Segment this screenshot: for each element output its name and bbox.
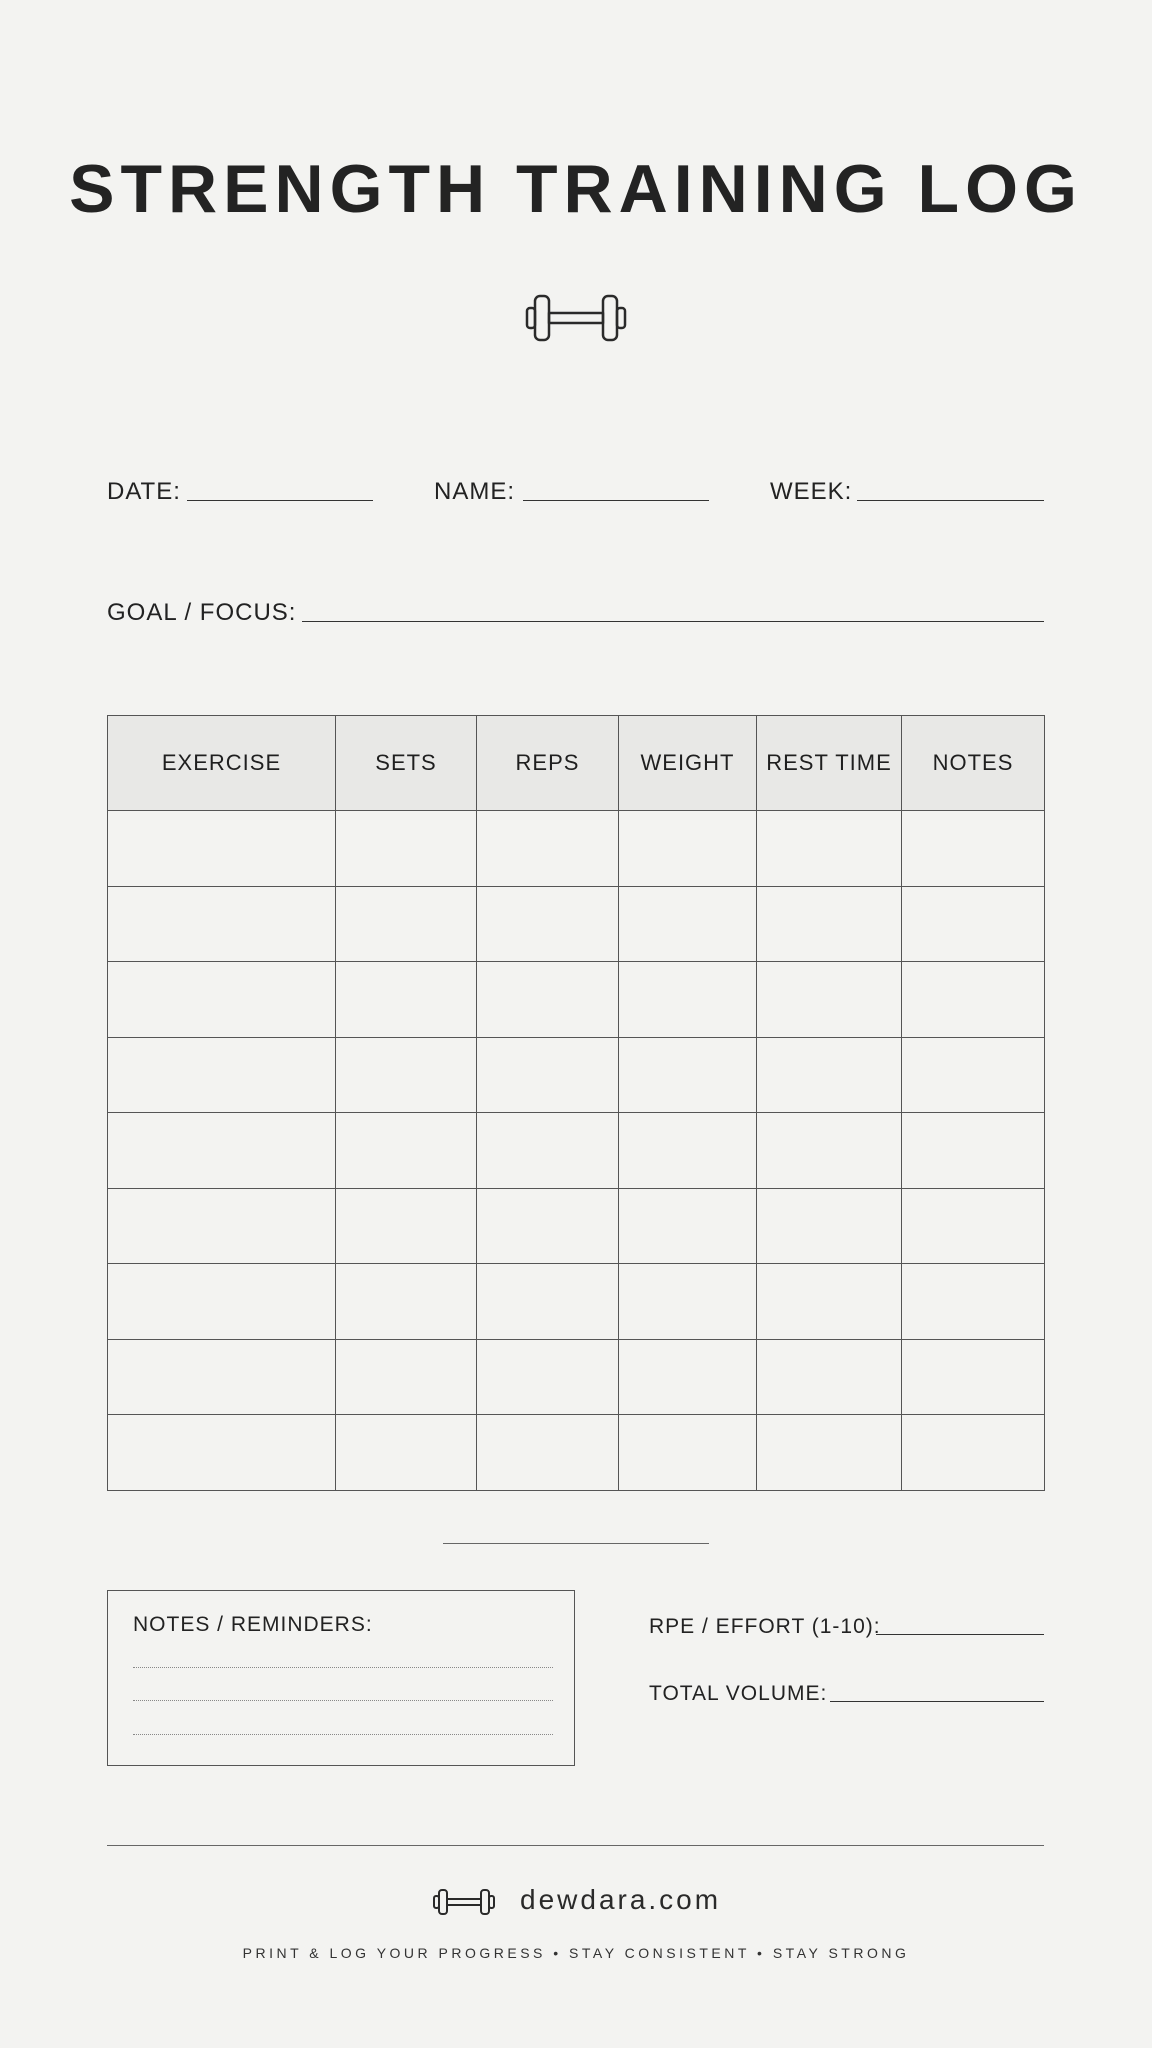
name-label: NAME: <box>434 478 516 505</box>
table-cell-reps[interactable] <box>477 1264 619 1340</box>
column-header-weight: WEIGHT <box>619 716 757 811</box>
rpe-field[interactable] <box>876 1634 1044 1635</box>
table-row <box>108 1415 1045 1491</box>
table-cell-weight[interactable] <box>619 811 757 887</box>
table-row <box>108 1188 1045 1264</box>
table-cell-reps[interactable] <box>477 1037 619 1113</box>
table-cell-rest-time[interactable] <box>757 1113 902 1189</box>
table-cell-notes[interactable] <box>902 1415 1045 1491</box>
column-header-notes: NOTES <box>902 716 1045 811</box>
table-cell-exercise[interactable] <box>108 1339 336 1415</box>
table-cell-reps[interactable] <box>477 811 619 887</box>
table-cell-exercise[interactable] <box>108 1037 336 1113</box>
table-row <box>108 1339 1045 1415</box>
table-cell-weight[interactable] <box>619 1264 757 1340</box>
table-cell-weight[interactable] <box>619 962 757 1038</box>
total-volume-label: TOTAL VOLUME: <box>649 1682 828 1705</box>
table-cell-reps[interactable] <box>477 1339 619 1415</box>
column-header-reps: REPS <box>477 716 619 811</box>
table-row <box>108 962 1045 1038</box>
section-divider <box>443 1543 709 1544</box>
exercise-log-table <box>107 715 1045 1491</box>
table-cell-exercise[interactable] <box>108 811 336 887</box>
notes-line[interactable] <box>133 1734 553 1735</box>
table-row <box>108 886 1045 962</box>
table-cell-weight[interactable] <box>619 886 757 962</box>
table-cell-notes[interactable] <box>902 1339 1045 1415</box>
column-header-exercise: EXERCISE <box>108 716 336 811</box>
total-volume-field[interactable] <box>830 1701 1044 1702</box>
table-cell-weight[interactable] <box>619 1113 757 1189</box>
table-cell-exercise[interactable] <box>108 1415 336 1491</box>
date-field[interactable] <box>187 500 373 501</box>
notes-line[interactable] <box>133 1700 553 1701</box>
table-cell-reps[interactable] <box>477 886 619 962</box>
table-cell-reps[interactable] <box>477 1415 619 1491</box>
table-cell-rest-time[interactable] <box>757 1188 902 1264</box>
table-cell-notes[interactable] <box>902 1264 1045 1340</box>
notes-line[interactable] <box>133 1667 553 1668</box>
table-cell-rest-time[interactable] <box>757 886 902 962</box>
table-cell-sets[interactable] <box>336 1339 477 1415</box>
table-cell-sets[interactable] <box>336 811 477 887</box>
table-cell-rest-time[interactable] <box>757 1037 902 1113</box>
table-cell-reps[interactable] <box>477 1113 619 1189</box>
page-title: STRENGTH TRAINING LOG <box>69 151 1083 227</box>
table-cell-exercise[interactable] <box>108 962 336 1038</box>
goal-field[interactable] <box>302 621 1044 622</box>
goal-label: GOAL / FOCUS: <box>107 599 297 626</box>
date-label: DATE: <box>107 478 181 505</box>
notes-box <box>107 1590 575 1766</box>
table-cell-weight[interactable] <box>619 1339 757 1415</box>
website-label: dewdara.com <box>520 1884 722 1915</box>
table-row <box>108 1037 1045 1113</box>
table-cell-exercise[interactable] <box>108 1113 336 1189</box>
table-cell-notes[interactable] <box>902 962 1045 1038</box>
table-cell-notes[interactable] <box>902 886 1045 962</box>
table-cell-weight[interactable] <box>619 1188 757 1264</box>
notes-title: NOTES / REMINDERS: <box>133 1613 373 1636</box>
table-cell-sets[interactable] <box>336 1037 477 1113</box>
table-row <box>108 811 1045 887</box>
table-cell-exercise[interactable] <box>108 886 336 962</box>
footer-divider <box>107 1845 1044 1846</box>
table-cell-rest-time[interactable] <box>757 962 902 1038</box>
table-cell-sets[interactable] <box>336 1188 477 1264</box>
table-row <box>108 1264 1045 1340</box>
dumbbell-icon <box>433 1887 495 1917</box>
table-cell-sets[interactable] <box>336 1264 477 1340</box>
week-label: WEEK: <box>770 478 853 505</box>
table-cell-sets[interactable] <box>336 1113 477 1189</box>
table-cell-rest-time[interactable] <box>757 811 902 887</box>
footer-tagline: PRINT & LOG YOUR PROGRESS • STAY CONSISTENT • STAY STRONG <box>242 1945 910 1961</box>
table-cell-sets[interactable] <box>336 886 477 962</box>
table-cell-notes[interactable] <box>902 1037 1045 1113</box>
table-body <box>108 811 1045 1491</box>
dumbbell-icon <box>525 290 627 346</box>
table-cell-rest-time[interactable] <box>757 1264 902 1340</box>
table-cell-sets[interactable] <box>336 962 477 1038</box>
table-cell-reps[interactable] <box>477 962 619 1038</box>
week-field[interactable] <box>857 500 1044 501</box>
table-row <box>108 1113 1045 1189</box>
table-cell-notes[interactable] <box>902 1188 1045 1264</box>
table-cell-rest-time[interactable] <box>757 1415 902 1491</box>
name-field[interactable] <box>523 500 709 501</box>
table-cell-notes[interactable] <box>902 1113 1045 1189</box>
column-header-rest-time: REST TIME <box>757 716 902 811</box>
table-cell-sets[interactable] <box>336 1415 477 1491</box>
table-cell-rest-time[interactable] <box>757 1339 902 1415</box>
rpe-label: RPE / EFFORT (1-10): <box>649 1615 881 1638</box>
table-header-row <box>108 716 1045 811</box>
table-cell-exercise[interactable] <box>108 1188 336 1264</box>
table-cell-weight[interactable] <box>619 1037 757 1113</box>
table-cell-exercise[interactable] <box>108 1264 336 1340</box>
table-cell-notes[interactable] <box>902 811 1045 887</box>
table-cell-reps[interactable] <box>477 1188 619 1264</box>
table-cell-weight[interactable] <box>619 1415 757 1491</box>
column-header-sets: SETS <box>336 716 477 811</box>
